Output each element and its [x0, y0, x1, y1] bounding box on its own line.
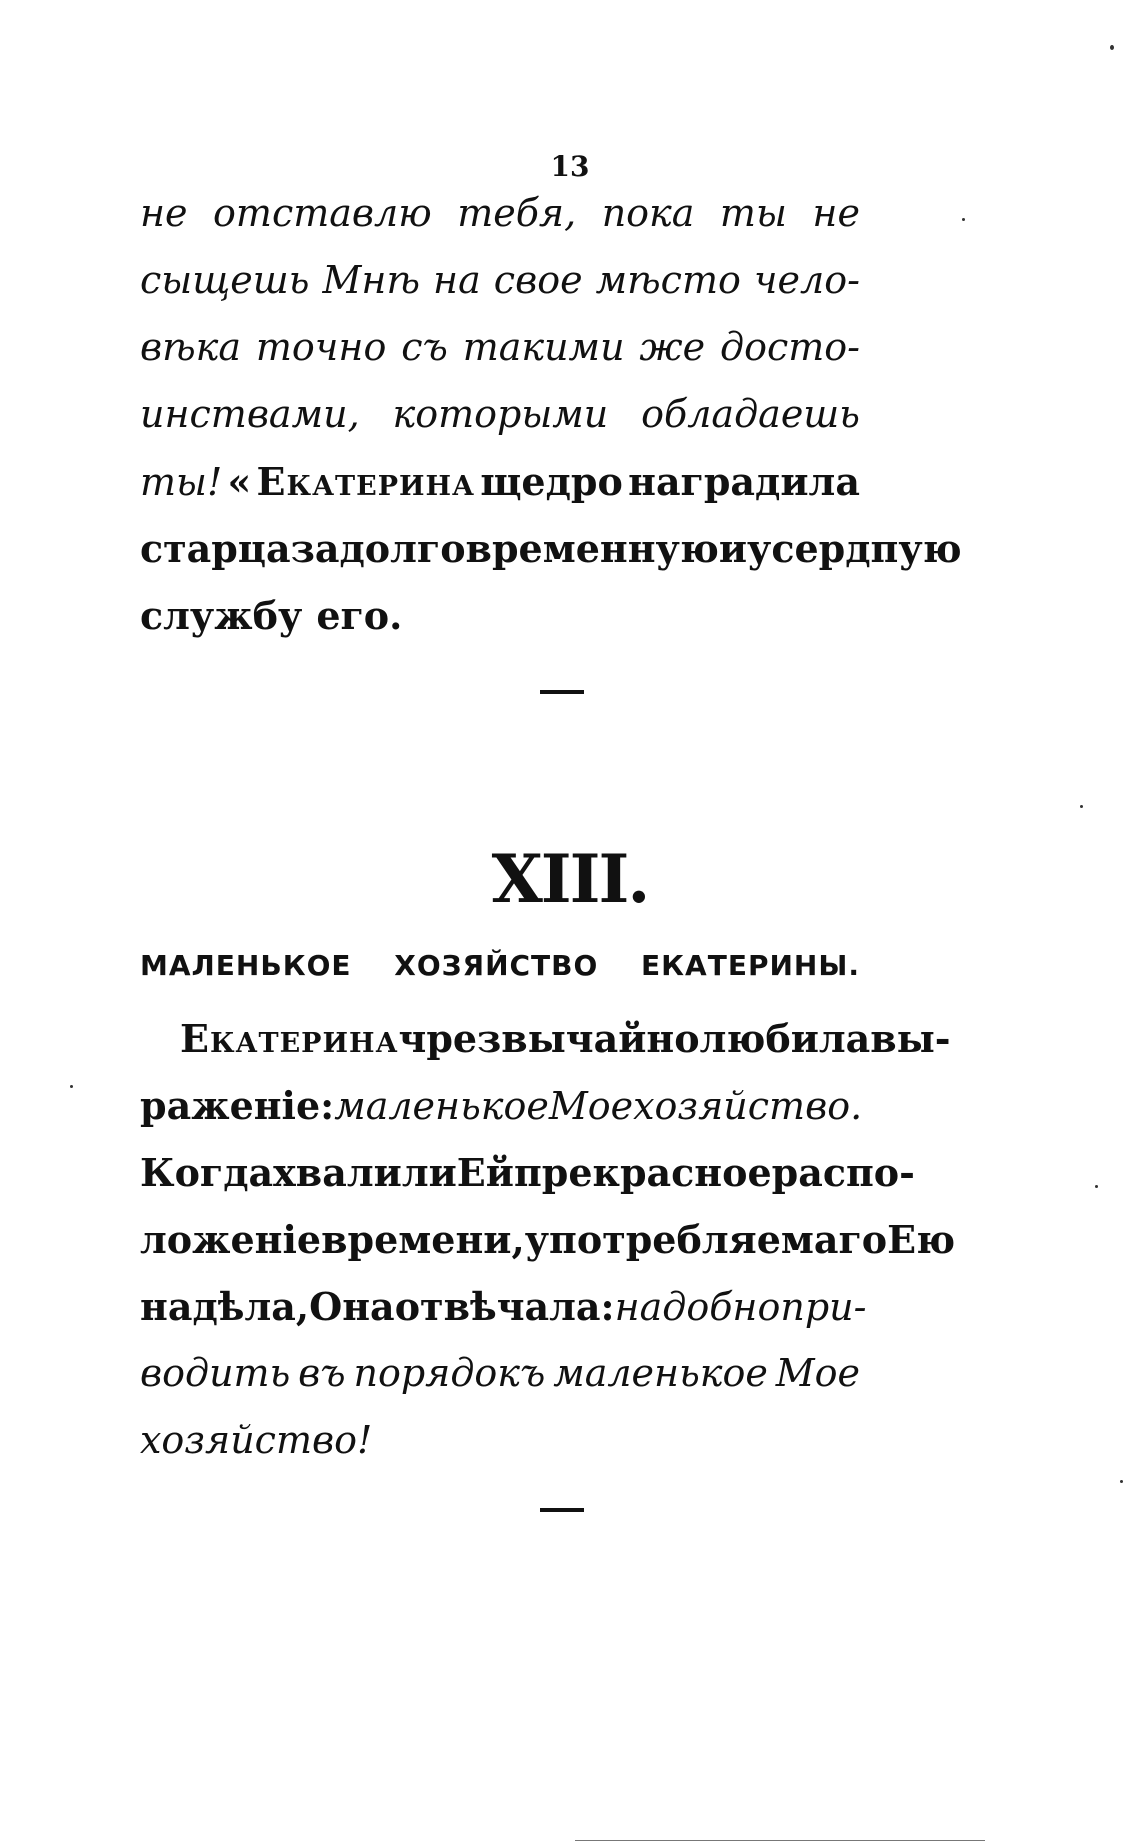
- word: старца: [140, 526, 291, 571]
- text-line: [140, 1340, 860, 1407]
- text-line: [140, 247, 860, 314]
- word: хозяйство.: [633, 1084, 863, 1128]
- word: службу: [140, 593, 303, 638]
- word: водить: [140, 1351, 291, 1395]
- word: такими: [462, 325, 625, 369]
- text-line: [140, 515, 962, 582]
- text-line: [140, 1139, 915, 1206]
- text-line: [140, 1206, 956, 1273]
- paper-speck: [962, 218, 965, 221]
- word: не: [140, 191, 188, 235]
- word: и: [718, 526, 747, 571]
- word: на: [140, 1284, 193, 1329]
- word: сыщешь: [140, 258, 310, 302]
- word: обладаешь: [641, 392, 860, 436]
- text-line: [140, 1273, 867, 1340]
- word: Екатерина: [180, 1016, 399, 1061]
- word: свое: [493, 258, 583, 302]
- word: при-: [780, 1285, 867, 1329]
- word: «: [227, 459, 252, 504]
- paper-speck: [70, 1085, 73, 1088]
- text-line: [140, 180, 860, 247]
- word: Ею: [887, 1217, 956, 1262]
- page-number: 13: [550, 150, 590, 183]
- chapter-number: XIII.: [491, 840, 649, 918]
- text-line: [140, 314, 860, 381]
- word: чело-: [753, 258, 860, 302]
- word: Екатерина: [256, 459, 476, 504]
- paper-speck: [1120, 1480, 1123, 1483]
- word: въ: [298, 1351, 346, 1395]
- word: распо-: [771, 1150, 915, 1195]
- word: которыми: [392, 392, 609, 436]
- word: Она: [309, 1284, 395, 1329]
- word: Мое: [775, 1351, 860, 1395]
- word: отставлю: [213, 191, 432, 235]
- word: любила: [699, 1016, 871, 1061]
- paper-speck: [1080, 805, 1083, 808]
- paragraph-1: [140, 180, 962, 649]
- word: хвалили: [273, 1150, 457, 1195]
- word: маленькое: [553, 1351, 768, 1395]
- word: инствами,: [140, 392, 360, 436]
- word: ложеніе: [140, 1217, 322, 1262]
- word: вѣка: [140, 325, 241, 369]
- word: дѣла,: [192, 1284, 310, 1329]
- word: времени,: [321, 1217, 525, 1262]
- text-line: [140, 1407, 860, 1474]
- chapter-title-word: ХОЗЯЙСТВО: [394, 948, 599, 982]
- word: же: [639, 325, 706, 369]
- word: съ: [401, 325, 448, 369]
- word: чрезвычайно: [398, 1016, 700, 1061]
- text-line: [140, 448, 860, 515]
- word: отвѣчала:: [394, 1284, 615, 1329]
- word: Когда: [140, 1150, 274, 1195]
- word: точно: [255, 325, 387, 369]
- word: вы-: [870, 1016, 951, 1061]
- word: ты: [719, 191, 787, 235]
- word: порядокъ: [353, 1351, 546, 1395]
- text-line: [140, 1005, 951, 1072]
- word: хозяйство!: [140, 1418, 373, 1462]
- word: употребляемаго: [524, 1217, 888, 1262]
- word: надобно: [614, 1285, 781, 1329]
- word: ты!: [140, 460, 223, 504]
- word: раженіе:: [140, 1083, 335, 1128]
- text-line: [140, 1072, 863, 1139]
- word: тебя,: [457, 191, 577, 235]
- chapter-title-word: ЕКАТЕРИНЫ.: [641, 948, 860, 982]
- text-line: [140, 582, 860, 649]
- word: наградила: [628, 459, 860, 504]
- word: не: [812, 191, 860, 235]
- text-line: [140, 381, 860, 448]
- word: прекрасное: [513, 1150, 772, 1195]
- word: досто-: [719, 325, 860, 369]
- word: Мнѣ: [322, 258, 420, 302]
- word: усердпую: [747, 526, 962, 571]
- word: на: [433, 258, 481, 302]
- word: маленькое: [334, 1084, 549, 1128]
- word: пока: [601, 191, 695, 235]
- word: его.: [316, 593, 403, 638]
- word: за: [290, 526, 340, 571]
- chapter-title: [140, 945, 860, 985]
- word: Мое: [548, 1084, 634, 1128]
- section-separator-2: [540, 1508, 584, 1512]
- chapter-title-word: МАЛЕНЬКОЕ: [140, 948, 352, 982]
- word: мѣсто: [595, 258, 741, 302]
- word: Ей: [456, 1150, 514, 1195]
- word: щедро: [480, 459, 623, 504]
- paragraph-2: [140, 1005, 956, 1474]
- paper-speck: [1095, 1185, 1098, 1188]
- paper-speck: [1110, 45, 1114, 50]
- section-separator-1: [540, 690, 584, 694]
- word: долговременную: [339, 526, 719, 571]
